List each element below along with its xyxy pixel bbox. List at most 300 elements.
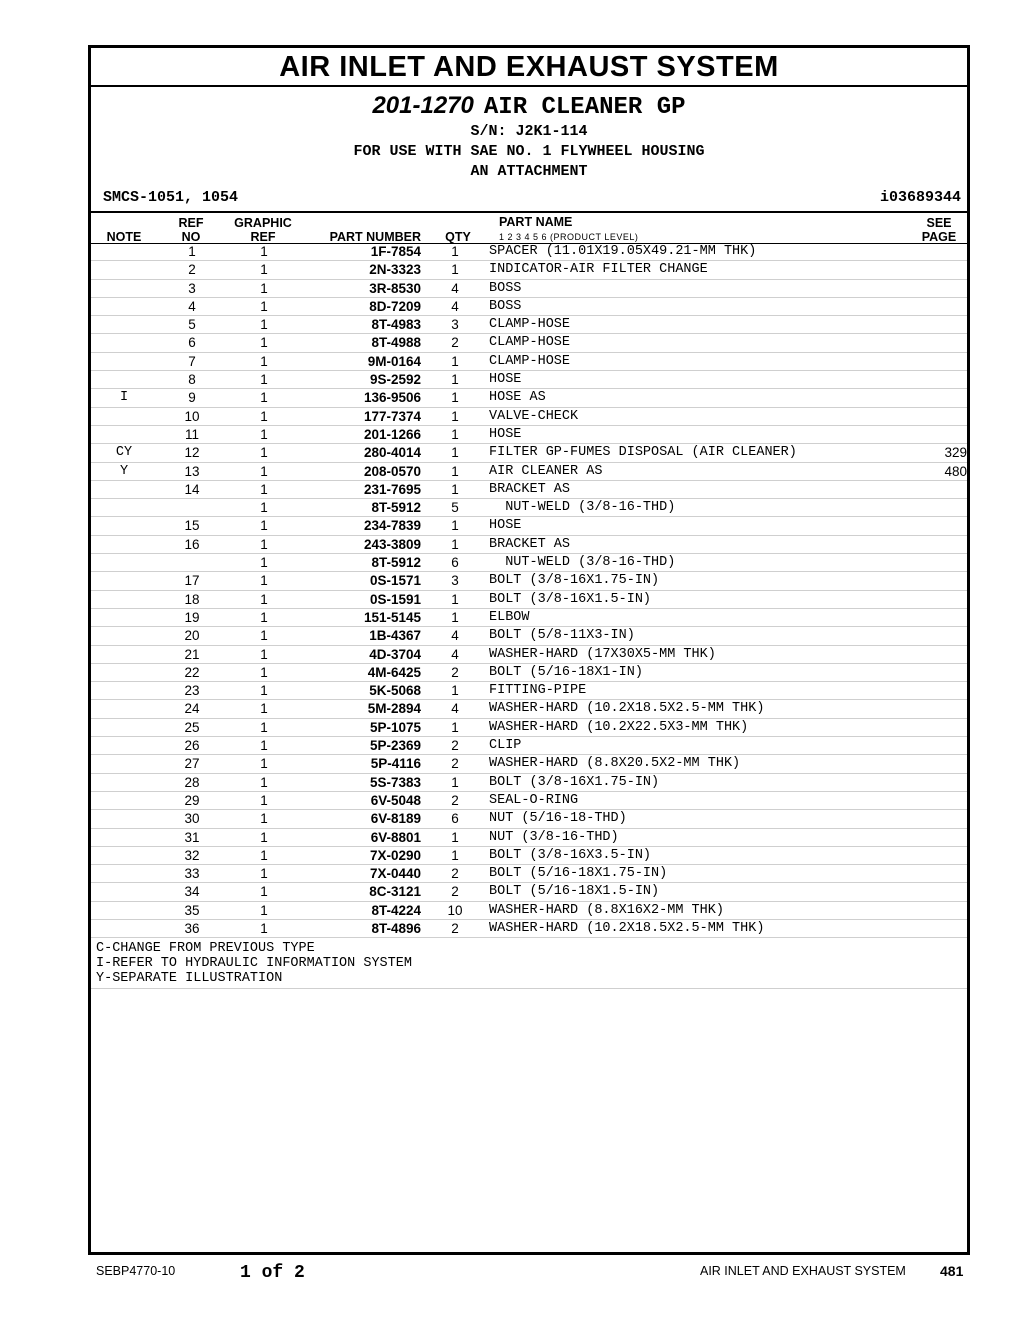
row-ref-number: 10 bbox=[157, 407, 227, 425]
row-note bbox=[91, 480, 157, 498]
row-quantity: 1 bbox=[421, 682, 489, 700]
row-part-name: WASHER-HARD (10.2X18.5X2.5-MM THK) bbox=[489, 919, 893, 937]
table-row bbox=[91, 663, 967, 681]
row-graphic-ref: 1 bbox=[227, 425, 301, 443]
row-part-name: HOSE bbox=[489, 517, 893, 535]
row-see-page: 480 bbox=[893, 462, 967, 480]
row-part-name: CLIP bbox=[489, 737, 893, 755]
row-see-page bbox=[893, 718, 967, 736]
row-note bbox=[91, 279, 157, 297]
row-part-name: CLAMP-HOSE bbox=[489, 352, 893, 370]
row-part-number: 4D-3704 bbox=[301, 645, 421, 663]
assembly-name: AIR CLEANER GP bbox=[483, 94, 686, 121]
row-quantity: 1 bbox=[421, 517, 489, 535]
row-part-name: BOLT (5/8-11X3-IN) bbox=[489, 627, 893, 645]
row-graphic-ref: 1 bbox=[227, 407, 301, 425]
row-part-name: HOSE bbox=[489, 371, 893, 389]
table-row bbox=[91, 389, 967, 407]
row-see-page bbox=[893, 389, 967, 407]
row-graphic-ref: 1 bbox=[227, 554, 301, 572]
row-part-number: 8D-7209 bbox=[301, 297, 421, 315]
section-title: AIR INLET AND EXHAUST SYSTEM bbox=[91, 48, 967, 87]
row-quantity: 1 bbox=[421, 480, 489, 498]
row-note bbox=[91, 828, 157, 846]
row-quantity: 4 bbox=[421, 297, 489, 315]
row-ref-number: 22 bbox=[157, 663, 227, 681]
row-part-number: 8T-4896 bbox=[301, 919, 421, 937]
row-note bbox=[91, 371, 157, 389]
row-note bbox=[91, 773, 157, 791]
row-see-page bbox=[893, 480, 967, 498]
row-quantity: 1 bbox=[421, 352, 489, 370]
row-part-number: 6V-5048 bbox=[301, 791, 421, 809]
table-row bbox=[91, 682, 967, 700]
row-see-page bbox=[893, 590, 967, 608]
row-ref-number: 2 bbox=[157, 261, 227, 279]
row-note bbox=[91, 554, 157, 572]
row-quantity: 4 bbox=[421, 645, 489, 663]
row-graphic-ref: 1 bbox=[227, 480, 301, 498]
row-graphic-ref: 1 bbox=[227, 700, 301, 718]
row-part-name: FILTER GP-FUMES DISPOSAL (AIR CLEANER) bbox=[489, 444, 893, 462]
row-note bbox=[91, 590, 157, 608]
row-quantity: 1 bbox=[421, 261, 489, 279]
usage-note: FOR USE WITH SAE NO. 1 FLYWHEEL HOUSING bbox=[353, 143, 705, 160]
row-ref-number: 24 bbox=[157, 700, 227, 718]
table-row bbox=[91, 645, 967, 663]
assembly-title bbox=[91, 92, 967, 122]
row-quantity: 1 bbox=[421, 243, 489, 261]
row-see-page bbox=[893, 371, 967, 389]
row-quantity: 5 bbox=[421, 499, 489, 517]
row-see-page bbox=[893, 334, 967, 352]
row-part-name: BOLT (5/16-18X1.5-IN) bbox=[489, 883, 893, 901]
row-note bbox=[91, 608, 157, 626]
row-quantity: 1 bbox=[421, 590, 489, 608]
row-quantity: 2 bbox=[421, 865, 489, 883]
row-graphic-ref: 1 bbox=[227, 608, 301, 626]
row-see-page bbox=[893, 499, 967, 517]
row-quantity: 2 bbox=[421, 883, 489, 901]
row-part-name: NUT-WELD (3/8-16-THD) bbox=[489, 554, 893, 572]
row-see-page bbox=[893, 682, 967, 700]
row-note bbox=[91, 627, 157, 645]
row-part-name: NUT-WELD (3/8-16-THD) bbox=[489, 499, 893, 517]
table-row bbox=[91, 243, 967, 261]
row-note: CY bbox=[91, 444, 157, 462]
row-graphic-ref: 1 bbox=[227, 901, 301, 919]
row-graphic-ref: 1 bbox=[227, 334, 301, 352]
row-part-name: BOLT (3/8-16X1.75-IN) bbox=[489, 773, 893, 791]
table-row bbox=[91, 261, 967, 279]
row-ref-number: 35 bbox=[157, 901, 227, 919]
row-part-name: WASHER-HARD (8.8X16X2-MM THK) bbox=[489, 901, 893, 919]
row-part-number: 0S-1571 bbox=[301, 572, 421, 590]
row-part-number: 5K-5068 bbox=[301, 682, 421, 700]
row-ref-number: 15 bbox=[157, 517, 227, 535]
row-see-page bbox=[893, 572, 967, 590]
table-row bbox=[91, 590, 967, 608]
row-ref-number: 7 bbox=[157, 352, 227, 370]
row-graphic-ref: 1 bbox=[227, 572, 301, 590]
row-part-number: 177-7374 bbox=[301, 407, 421, 425]
row-part-number: 2N-3323 bbox=[301, 261, 421, 279]
row-quantity: 10 bbox=[421, 901, 489, 919]
row-note bbox=[91, 499, 157, 517]
row-part-number: 8T-4983 bbox=[301, 316, 421, 334]
table-row bbox=[91, 846, 967, 864]
row-part-name: BOSS bbox=[489, 297, 893, 315]
row-see-page bbox=[893, 700, 967, 718]
row-graphic-ref: 1 bbox=[227, 389, 301, 407]
notes-block bbox=[96, 941, 412, 986]
row-graphic-ref: 1 bbox=[227, 279, 301, 297]
table-row bbox=[91, 700, 967, 718]
row-ref-number: 16 bbox=[157, 535, 227, 553]
header-note: NOTE bbox=[106, 230, 142, 244]
row-part-name: BRACKET AS bbox=[489, 535, 893, 553]
row-note bbox=[91, 243, 157, 261]
row-part-name: SPACER (11.01X19.05X49.21-MM THK) bbox=[489, 243, 893, 261]
row-note bbox=[91, 316, 157, 334]
row-see-page bbox=[893, 352, 967, 370]
row-ref-number bbox=[157, 499, 227, 517]
table-row bbox=[91, 371, 967, 389]
row-quantity: 2 bbox=[421, 334, 489, 352]
row-part-name: WASHER-HARD (17X30X5-MM THK) bbox=[489, 645, 893, 663]
row-part-name: NUT (5/16-18-THD) bbox=[489, 810, 893, 828]
smcs-codes: SMCS-1051, 1054 bbox=[103, 189, 239, 206]
row-part-number: 5P-2369 bbox=[301, 737, 421, 755]
table-row bbox=[91, 828, 967, 846]
row-quantity: 2 bbox=[421, 791, 489, 809]
row-quantity: 1 bbox=[421, 425, 489, 443]
row-part-number: 201-1266 bbox=[301, 425, 421, 443]
row-see-page bbox=[893, 737, 967, 755]
row-ref-number: 6 bbox=[157, 334, 227, 352]
row-graphic-ref: 1 bbox=[227, 316, 301, 334]
row-see-page bbox=[893, 791, 967, 809]
row-note bbox=[91, 919, 157, 937]
row-see-page bbox=[893, 810, 967, 828]
assembly-number: 201-1270 bbox=[372, 92, 474, 119]
row-part-number: 5S-7383 bbox=[301, 773, 421, 791]
row-see-page bbox=[893, 846, 967, 864]
row-part-number: 0S-1591 bbox=[301, 590, 421, 608]
row-graphic-ref: 1 bbox=[227, 535, 301, 553]
row-part-number: 234-7839 bbox=[301, 517, 421, 535]
row-note bbox=[91, 718, 157, 736]
row-note bbox=[91, 682, 157, 700]
row-part-name: AIR CLEANER AS bbox=[489, 462, 893, 480]
row-note bbox=[91, 755, 157, 773]
row-quantity: 1 bbox=[421, 462, 489, 480]
row-ref-number: 23 bbox=[157, 682, 227, 700]
row-part-number: 136-9506 bbox=[301, 389, 421, 407]
table-row bbox=[91, 865, 967, 883]
row-part-name: WASHER-HARD (10.2X22.5X3-MM THK) bbox=[489, 718, 893, 736]
row-part-name: SEAL-O-RING bbox=[489, 791, 893, 809]
row-note bbox=[91, 297, 157, 315]
row-see-page bbox=[893, 828, 967, 846]
header-rule bbox=[91, 211, 967, 213]
table-row bbox=[91, 608, 967, 626]
row-ref-number: 33 bbox=[157, 865, 227, 883]
row-see-page bbox=[893, 425, 967, 443]
row-ref-number: 32 bbox=[157, 846, 227, 864]
illustration-id: i03689344 bbox=[879, 189, 961, 206]
row-quantity: 1 bbox=[421, 535, 489, 553]
table-row bbox=[91, 535, 967, 553]
row-ref-number bbox=[157, 554, 227, 572]
row-quantity: 3 bbox=[421, 316, 489, 334]
row-see-page bbox=[893, 407, 967, 425]
row-graphic-ref: 1 bbox=[227, 846, 301, 864]
row-graphic-ref: 1 bbox=[227, 737, 301, 755]
row-quantity: 1 bbox=[421, 608, 489, 626]
row-graphic-ref: 1 bbox=[227, 352, 301, 370]
table-row bbox=[91, 627, 967, 645]
table-row bbox=[91, 316, 967, 334]
table-row bbox=[91, 279, 967, 297]
footer-page-number: 481 bbox=[940, 1263, 964, 1279]
row-see-page bbox=[893, 554, 967, 572]
header-part-number: PART NUMBER bbox=[329, 230, 421, 244]
row-ref-number: 11 bbox=[157, 425, 227, 443]
row-ref-number: 30 bbox=[157, 810, 227, 828]
note-line: C-CHANGE FROM PREVIOUS TYPE bbox=[96, 941, 315, 956]
row-graphic-ref: 1 bbox=[227, 865, 301, 883]
row-note bbox=[91, 901, 157, 919]
row-graphic-ref: 1 bbox=[227, 499, 301, 517]
row-graphic-ref: 1 bbox=[227, 517, 301, 535]
row-note bbox=[91, 334, 157, 352]
row-part-number: 243-3809 bbox=[301, 535, 421, 553]
header-ref-bottom: NO bbox=[181, 230, 201, 244]
row-graphic-ref: 1 bbox=[227, 663, 301, 681]
table-row bbox=[91, 297, 967, 315]
row-part-number: 7X-0290 bbox=[301, 846, 421, 864]
row-graphic-ref: 1 bbox=[227, 462, 301, 480]
row-ref-number: 28 bbox=[157, 773, 227, 791]
row-part-name: HOSE AS bbox=[489, 389, 893, 407]
row-quantity: 2 bbox=[421, 755, 489, 773]
row-quantity: 4 bbox=[421, 627, 489, 645]
row-note bbox=[91, 883, 157, 901]
header-ref-top: REF bbox=[178, 216, 204, 230]
row-note bbox=[91, 352, 157, 370]
row-part-number: 280-4014 bbox=[301, 444, 421, 462]
row-see-page bbox=[893, 919, 967, 937]
row-graphic-ref: 1 bbox=[227, 444, 301, 462]
row-ref-number: 3 bbox=[157, 279, 227, 297]
attachment-note: AN ATTACHMENT bbox=[470, 163, 588, 180]
row-see-page bbox=[893, 535, 967, 553]
row-graphic-ref: 1 bbox=[227, 590, 301, 608]
row-ref-number: 8 bbox=[157, 371, 227, 389]
row-see-page bbox=[893, 755, 967, 773]
row-part-number: 3R-8530 bbox=[301, 279, 421, 297]
row-quantity: 1 bbox=[421, 828, 489, 846]
row-quantity: 2 bbox=[421, 919, 489, 937]
note-line: Y-SEPARATE ILLUSTRATION bbox=[96, 971, 283, 986]
header-see-top: SEE bbox=[926, 216, 952, 230]
row-see-page bbox=[893, 883, 967, 901]
table-row bbox=[91, 883, 967, 901]
row-graphic-ref: 1 bbox=[227, 755, 301, 773]
header-part-name: PART NAME bbox=[499, 215, 573, 229]
row-note: Y bbox=[91, 462, 157, 480]
row-part-number: 7X-0440 bbox=[301, 865, 421, 883]
table-row bbox=[91, 334, 967, 352]
row-ref-number: 29 bbox=[157, 791, 227, 809]
row-note bbox=[91, 700, 157, 718]
row-graphic-ref: 1 bbox=[227, 297, 301, 315]
row-graphic-ref: 1 bbox=[227, 919, 301, 937]
row-graphic-ref: 1 bbox=[227, 682, 301, 700]
row-graphic-ref: 1 bbox=[227, 243, 301, 261]
row-quantity: 1 bbox=[421, 846, 489, 864]
row-part-number: 9M-0164 bbox=[301, 352, 421, 370]
row-see-page bbox=[893, 645, 967, 663]
row-part-name: BOLT (5/16-18X1-IN) bbox=[489, 663, 893, 681]
row-part-name: BRACKET AS bbox=[489, 480, 893, 498]
row-quantity: 1 bbox=[421, 389, 489, 407]
parts-table-body bbox=[91, 243, 967, 938]
row-part-name: BOLT (5/16-18X1.75-IN) bbox=[489, 865, 893, 883]
row-note bbox=[91, 810, 157, 828]
row-see-page bbox=[893, 316, 967, 334]
row-graphic-ref: 1 bbox=[227, 883, 301, 901]
header-graphic-bottom: REF bbox=[250, 230, 276, 244]
row-note bbox=[91, 425, 157, 443]
row-quantity: 1 bbox=[421, 444, 489, 462]
row-note bbox=[91, 737, 157, 755]
row-part-name: INDICATOR-AIR FILTER CHANGE bbox=[489, 261, 893, 279]
row-part-number: 8T-4988 bbox=[301, 334, 421, 352]
row-part-name: ELBOW bbox=[489, 608, 893, 626]
row-part-number: 5M-2894 bbox=[301, 700, 421, 718]
row-graphic-ref: 1 bbox=[227, 371, 301, 389]
table-row bbox=[91, 572, 967, 590]
row-part-name: BOSS bbox=[489, 279, 893, 297]
row-quantity: 6 bbox=[421, 810, 489, 828]
row-note bbox=[91, 663, 157, 681]
row-ref-number: 27 bbox=[157, 755, 227, 773]
table-row bbox=[91, 554, 967, 572]
row-graphic-ref: 1 bbox=[227, 791, 301, 809]
row-part-number: 151-5145 bbox=[301, 608, 421, 626]
row-see-page bbox=[893, 773, 967, 791]
row-ref-number: 5 bbox=[157, 316, 227, 334]
table-row bbox=[91, 517, 967, 535]
row-quantity: 1 bbox=[421, 718, 489, 736]
row-part-number: 6V-8801 bbox=[301, 828, 421, 846]
table-row bbox=[91, 737, 967, 755]
row-part-name: CLAMP-HOSE bbox=[489, 316, 893, 334]
page-frame bbox=[88, 45, 970, 1255]
table-row bbox=[91, 810, 967, 828]
row-part-number: 8C-3121 bbox=[301, 883, 421, 901]
table-row bbox=[91, 791, 967, 809]
row-ref-number: 36 bbox=[157, 919, 227, 937]
footer-doc-id: SEBP4770-10 bbox=[96, 1264, 176, 1278]
row-ref-number: 18 bbox=[157, 590, 227, 608]
table-row bbox=[91, 407, 967, 425]
row-ref-number: 19 bbox=[157, 608, 227, 626]
header-see-bottom: PAGE bbox=[921, 230, 957, 244]
row-ref-number: 21 bbox=[157, 645, 227, 663]
row-part-name: BOLT (3/8-16X1.75-IN) bbox=[489, 572, 893, 590]
table-row bbox=[91, 718, 967, 736]
row-note bbox=[91, 572, 157, 590]
serial-number: S/N: J2K1-114 bbox=[470, 123, 588, 140]
table-row bbox=[91, 352, 967, 370]
row-quantity: 4 bbox=[421, 279, 489, 297]
row-note bbox=[91, 407, 157, 425]
row-part-number: 4M-6425 bbox=[301, 663, 421, 681]
row-quantity: 2 bbox=[421, 663, 489, 681]
row-note bbox=[91, 261, 157, 279]
notes-rule bbox=[91, 988, 967, 989]
table-row bbox=[91, 773, 967, 791]
row-see-page bbox=[893, 261, 967, 279]
row-quantity: 4 bbox=[421, 700, 489, 718]
row-part-number: 1F-7854 bbox=[301, 243, 421, 261]
row-note bbox=[91, 517, 157, 535]
table-row bbox=[91, 462, 967, 480]
row-part-name: WASHER-HARD (10.2X18.5X2.5-MM THK) bbox=[489, 700, 893, 718]
parts-table bbox=[91, 243, 967, 938]
row-part-name: BOLT (3/8-16X3.5-IN) bbox=[489, 846, 893, 864]
row-quantity: 1 bbox=[421, 371, 489, 389]
row-quantity: 2 bbox=[421, 737, 489, 755]
row-note bbox=[91, 846, 157, 864]
row-ref-number: 12 bbox=[157, 444, 227, 462]
row-part-number: 231-7695 bbox=[301, 480, 421, 498]
row-note bbox=[91, 865, 157, 883]
row-ref-number: 1 bbox=[157, 243, 227, 261]
row-part-number: 8T-4224 bbox=[301, 901, 421, 919]
row-part-name: VALVE-CHECK bbox=[489, 407, 893, 425]
row-ref-number: 17 bbox=[157, 572, 227, 590]
row-ref-number: 20 bbox=[157, 627, 227, 645]
row-see-page bbox=[893, 517, 967, 535]
table-row bbox=[91, 919, 967, 937]
header-product-level: 1 2 3 4 5 6 (PRODUCT LEVEL) bbox=[499, 232, 639, 242]
row-graphic-ref: 1 bbox=[227, 828, 301, 846]
row-see-page bbox=[893, 865, 967, 883]
row-quantity: 3 bbox=[421, 572, 489, 590]
row-graphic-ref: 1 bbox=[227, 718, 301, 736]
row-note: I bbox=[91, 389, 157, 407]
table-row bbox=[91, 499, 967, 517]
row-see-page bbox=[893, 297, 967, 315]
row-ref-number: 14 bbox=[157, 480, 227, 498]
row-graphic-ref: 1 bbox=[227, 627, 301, 645]
row-ref-number: 25 bbox=[157, 718, 227, 736]
row-see-page bbox=[893, 608, 967, 626]
table-row bbox=[91, 480, 967, 498]
row-ref-number: 34 bbox=[157, 883, 227, 901]
table-row bbox=[91, 444, 967, 462]
row-see-page bbox=[893, 627, 967, 645]
row-see-page bbox=[893, 663, 967, 681]
row-ref-number: 26 bbox=[157, 737, 227, 755]
row-part-name: FITTING-PIPE bbox=[489, 682, 893, 700]
row-see-page bbox=[893, 901, 967, 919]
row-quantity: 6 bbox=[421, 554, 489, 572]
